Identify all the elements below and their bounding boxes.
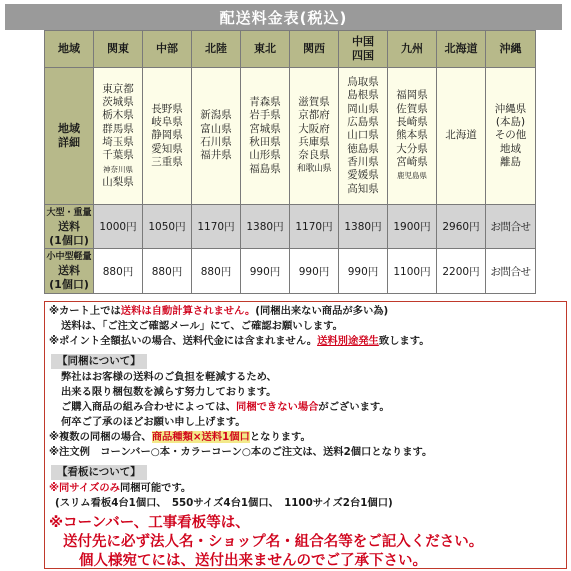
prefecture-row-label: 地域 詳細 (45, 68, 94, 205)
region-okinawa: 沖縄 (486, 31, 536, 68)
region-kanto: 関東 (94, 31, 143, 68)
section-heading-signboard: 【看板について】 (49, 460, 562, 481)
note-line: 何卒ご了承のほどお願い申し上げます。 (61, 416, 246, 428)
large-price-okinawa: お問合せ (486, 205, 536, 249)
small-item-price-row (45, 249, 536, 294)
large-price-kanto: 1000円 (94, 205, 143, 249)
prefectures-kanto: 東京都 茨城県 栃木県 群馬県 埼玉県 千葉県 神奈川県 山梨県 (94, 68, 143, 205)
prefecture-row (45, 68, 536, 205)
page-title: 配送料金表(税込) (5, 4, 562, 30)
note-line: ※カート上では送料は自動計算されません。(同梱出来ない商品が多い為) (49, 305, 389, 317)
region-chubu: 中部 (143, 31, 192, 68)
large-price-chugoku-shikoku: 1380円 (339, 205, 388, 249)
small-price-kyushu: 1100円 (388, 249, 437, 294)
note-line: 出来る限り梱包数を減らす努力しております。 (61, 386, 277, 398)
shipping-rate-table (44, 30, 536, 294)
region-chugoku-shikoku (339, 31, 388, 68)
small-item-row-label: 小中型軽量 送料 (1個口) (45, 249, 94, 294)
region-kansai: 関西 (290, 31, 339, 68)
large-price-hokkaido: 2960円 (437, 205, 486, 249)
note-line: (スリム看板4台1個口、 550サイズ4台1個口、 1100サイズ2台1個口) (55, 497, 393, 509)
region-tohoku: 東北 (241, 31, 290, 68)
section-heading-bundling: 【同梱について】 (49, 349, 562, 370)
prefectures-hokuriku: 新潟県 富山県 石川県 福井県 (192, 68, 241, 205)
small-price-tohoku: 990円 (241, 249, 290, 294)
note-line: ※複数の同梱の場合、商品種類×送料1個口となります。 (49, 431, 311, 443)
note-line: ご購入商品の組み合わせによっては、同梱できない場合がございます。 (61, 401, 390, 413)
small-price-okinawa: お問合せ (486, 249, 536, 294)
prefectures-hokkaido: 北海道 (437, 68, 486, 205)
large-item-price-row (45, 205, 536, 249)
large-price-kyushu: 1900円 (388, 205, 437, 249)
note-line: 送料は、「ご注文ご確認メール」にて、ご確認お願いします。 (61, 320, 343, 332)
small-price-chugoku-shikoku: 990円 (339, 249, 388, 294)
region-hokkaido: 北海道 (437, 31, 486, 68)
prefectures-chugoku-shikoku: 鳥取県 島根県 岡山県 広島県 山口県 徳島県 香川県 愛媛県 高知県 (339, 68, 388, 205)
large-price-chubu: 1050円 (143, 205, 192, 249)
small-price-hokuriku: 880円 (192, 249, 241, 294)
note-line: ※ポイント全額払いの場合、送料代金には含まれません。送料別途発生致します。 (49, 335, 430, 347)
region-header-row (45, 31, 536, 68)
small-price-hokkaido: 2200円 (437, 249, 486, 294)
small-price-kansai: 990円 (290, 249, 339, 294)
region-header-label: 地域 (45, 31, 94, 68)
small-price-kanto: 880円 (94, 249, 143, 294)
prefectures-chubu: 長野県 岐阜県 静岡県 愛知県 三重県 (143, 68, 192, 205)
large-price-kansai: 1170円 (290, 205, 339, 249)
note-line: 弊社はお客様の送料のご負担を軽減するため、 (61, 371, 277, 383)
region-kyushu: 九州 (388, 31, 437, 68)
prefectures-okinawa: 沖縄県 (本島) その他 地域 離島 (486, 68, 536, 205)
prefectures-kyushu: 福岡県 佐賀県 長崎県 熊本県 大分県 宮崎県 鹿児島県 (388, 68, 437, 205)
prefectures-tohoku: 青森県 岩手県 宮城県 秋田県 山形県 福島県 (241, 68, 290, 205)
region-chugoku: 中国 (352, 35, 374, 48)
shipping-notes-box (44, 301, 567, 569)
region-hokuriku: 北陸 (192, 31, 241, 68)
prefectures-kansai: 滋賀県 京都府 大阪府 兵庫県 奈良県 和歌山県 (290, 68, 339, 205)
region-shikoku: 四国 (352, 49, 374, 62)
note-line: ※同サイズのみ同梱可能です。 (49, 482, 192, 494)
small-price-chubu: 880円 (143, 249, 192, 294)
warning-line: 送付先に必ず法人名・ショップ名・組合名等をご記入ください。 (63, 534, 484, 550)
large-price-tohoku: 1380円 (241, 205, 290, 249)
warning-line: 個人様宛てには、送付出来ませんのでご了承下さい。 (79, 553, 427, 569)
large-item-row-label: 大型・重量 送料 (1個口) (45, 205, 94, 249)
large-price-hokuriku: 1170円 (192, 205, 241, 249)
warning-line: ※コーンバー、工事看板等は、 (49, 515, 250, 531)
note-line: ※注文例 コーンバー○本・カラーコーン○本のご注文は、送料2個口となります。 (49, 446, 433, 458)
